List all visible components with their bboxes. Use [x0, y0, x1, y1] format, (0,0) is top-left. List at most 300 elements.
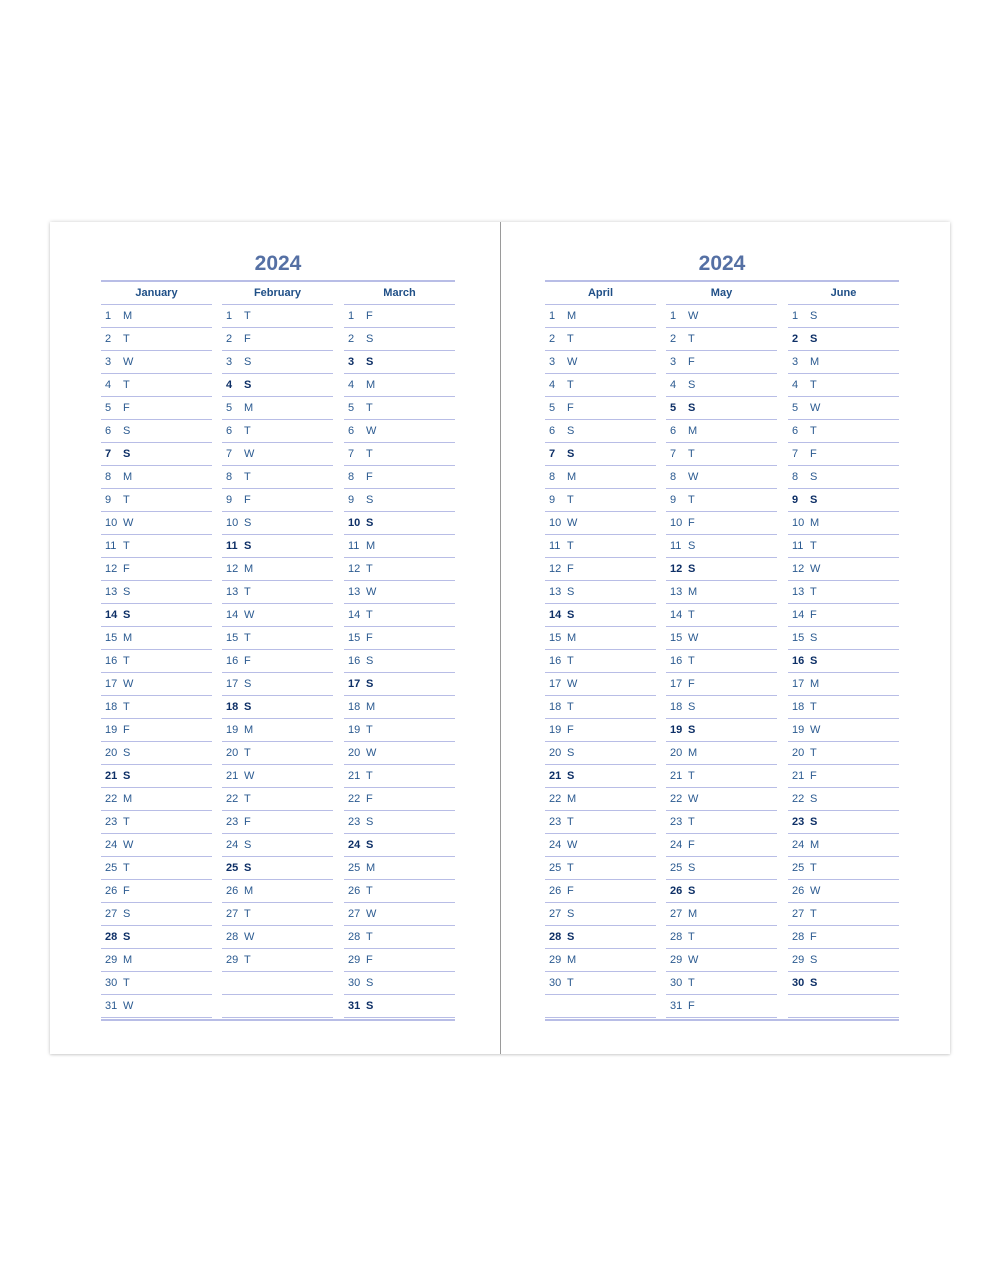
month-name: February — [222, 282, 333, 305]
day-number: 10 — [670, 517, 683, 529]
day-number: 23 — [670, 816, 683, 828]
day-of-week: T — [567, 333, 574, 345]
day-number: 27 — [348, 908, 361, 920]
day-row — [344, 535, 455, 558]
day-row — [101, 627, 212, 650]
bottom-rule — [101, 1019, 455, 1021]
day-row — [101, 328, 212, 351]
day-of-week: W — [366, 747, 377, 759]
day-number: 20 — [226, 747, 239, 759]
day-of-week: W — [567, 839, 578, 851]
day-row — [101, 696, 212, 719]
day-row — [344, 696, 455, 719]
day-number: 22 — [226, 793, 239, 805]
day-number: 12 — [348, 563, 361, 575]
day-number: 16 — [792, 655, 805, 667]
day-number: 30 — [348, 977, 361, 989]
day-of-week: W — [123, 1000, 134, 1012]
day-number: 15 — [348, 632, 361, 644]
day-row — [344, 558, 455, 581]
day-number: 24 — [792, 839, 805, 851]
day-number: 6 — [226, 425, 233, 437]
day-number: 16 — [226, 655, 239, 667]
day-of-week: T — [244, 908, 251, 920]
day-of-week: W — [366, 586, 377, 598]
day-of-week: T — [567, 701, 574, 713]
day-row — [788, 719, 899, 742]
day-of-week: T — [123, 379, 130, 391]
day-of-week: F — [366, 471, 373, 483]
day-of-week: S — [810, 954, 818, 966]
day-of-week: M — [244, 402, 254, 414]
day-of-week: M — [688, 908, 698, 920]
day-of-week: M — [123, 954, 133, 966]
day-number: 6 — [105, 425, 112, 437]
day-number: 2 — [105, 333, 112, 345]
day-of-week: S — [244, 517, 252, 529]
day-row — [222, 857, 333, 880]
empty-day-row — [222, 972, 333, 995]
day-of-week: T — [688, 770, 695, 782]
day-of-week: W — [244, 770, 255, 782]
day-number: 29 — [670, 954, 683, 966]
day-row — [344, 489, 455, 512]
day-of-week: F — [244, 655, 251, 667]
day-of-week: W — [810, 563, 821, 575]
day-row — [101, 995, 212, 1018]
day-row — [344, 581, 455, 604]
day-of-week: T — [810, 862, 817, 874]
day-of-week: F — [567, 563, 574, 575]
day-row — [222, 581, 333, 604]
day-number: 15 — [670, 632, 683, 644]
month-name: January — [101, 282, 212, 305]
day-number: 27 — [549, 908, 562, 920]
day-number: 4 — [792, 379, 799, 391]
day-of-week: T — [810, 908, 817, 920]
day-number: 15 — [792, 632, 805, 644]
day-of-week: W — [810, 885, 821, 897]
day-of-week: F — [366, 632, 373, 644]
day-number: 2 — [226, 333, 233, 345]
day-number: 15 — [226, 632, 239, 644]
day-number: 13 — [792, 586, 805, 598]
day-of-week: S — [123, 609, 131, 621]
day-number: 5 — [105, 402, 112, 414]
day-of-week: W — [366, 908, 377, 920]
day-of-week: S — [123, 586, 131, 598]
day-of-week: W — [688, 954, 699, 966]
day-row — [545, 328, 656, 351]
day-row — [545, 949, 656, 972]
day-row — [545, 535, 656, 558]
day-row — [101, 604, 212, 627]
day-row — [788, 489, 899, 512]
day-row — [666, 995, 777, 1018]
day-number: 28 — [226, 931, 239, 943]
day-row — [222, 443, 333, 466]
day-number: 16 — [348, 655, 361, 667]
day-of-week: M — [244, 885, 254, 897]
day-of-week: S — [244, 678, 252, 690]
day-number: 7 — [792, 448, 799, 460]
day-row — [666, 650, 777, 673]
day-of-week: S — [244, 839, 252, 851]
day-row — [788, 880, 899, 903]
day-of-week: S — [810, 632, 818, 644]
day-row — [545, 489, 656, 512]
day-number: 18 — [792, 701, 805, 713]
day-of-week: F — [366, 954, 373, 966]
day-row — [344, 995, 455, 1018]
day-of-week: F — [688, 517, 695, 529]
day-of-week: S — [366, 494, 374, 506]
day-row — [788, 926, 899, 949]
day-number: 8 — [226, 471, 233, 483]
day-row — [344, 466, 455, 489]
day-row — [101, 558, 212, 581]
day-number: 15 — [105, 632, 118, 644]
day-of-week: M — [123, 310, 133, 322]
day-of-week: T — [567, 816, 574, 828]
day-number: 29 — [105, 954, 118, 966]
day-number: 1 — [226, 310, 233, 322]
day-number: 20 — [670, 747, 683, 759]
day-row — [222, 926, 333, 949]
day-number: 29 — [226, 954, 239, 966]
day-row — [222, 880, 333, 903]
day-of-week: W — [366, 425, 377, 437]
day-number: 27 — [105, 908, 118, 920]
day-number: 1 — [792, 310, 799, 322]
day-of-week: T — [810, 586, 817, 598]
day-of-week: T — [123, 655, 130, 667]
day-number: 6 — [792, 425, 799, 437]
month-name: March — [344, 282, 455, 305]
day-row — [222, 328, 333, 351]
day-number: 14 — [670, 609, 683, 621]
day-number: 9 — [226, 494, 233, 506]
day-row — [545, 305, 656, 328]
day-number: 23 — [792, 816, 805, 828]
day-row — [545, 903, 656, 926]
day-number: 19 — [549, 724, 562, 736]
month-column-january — [101, 282, 212, 1018]
day-number: 24 — [105, 839, 118, 851]
day-of-week: W — [567, 356, 578, 368]
day-row — [101, 742, 212, 765]
day-row — [666, 788, 777, 811]
day-of-week: T — [244, 747, 251, 759]
day-number: 7 — [549, 448, 556, 460]
day-row — [545, 351, 656, 374]
day-row — [666, 489, 777, 512]
day-of-week: S — [123, 908, 131, 920]
day-of-week: M — [123, 471, 133, 483]
day-number: 18 — [105, 701, 118, 713]
day-number: 19 — [105, 724, 118, 736]
day-row — [788, 351, 899, 374]
day-number: 17 — [348, 678, 361, 690]
day-of-week: T — [244, 471, 251, 483]
day-of-week: F — [244, 494, 251, 506]
day-number: 11 — [792, 540, 804, 552]
day-of-week: S — [244, 862, 252, 874]
day-row — [788, 903, 899, 926]
day-row — [545, 972, 656, 995]
day-of-week: T — [123, 862, 130, 874]
day-row — [222, 719, 333, 742]
day-of-week: T — [123, 494, 130, 506]
day-row — [788, 305, 899, 328]
day-of-week: T — [123, 701, 130, 713]
day-row — [222, 351, 333, 374]
day-number: 28 — [348, 931, 361, 943]
day-row — [666, 443, 777, 466]
day-number: 24 — [549, 839, 562, 851]
day-of-week: S — [123, 425, 131, 437]
day-number: 10 — [105, 517, 118, 529]
day-of-week: W — [123, 356, 134, 368]
day-of-week: F — [123, 402, 130, 414]
day-row — [101, 926, 212, 949]
day-of-week: S — [366, 977, 374, 989]
day-of-week: T — [810, 540, 817, 552]
day-of-week: M — [688, 586, 698, 598]
right-page — [545, 222, 899, 1054]
month-column-april — [545, 282, 656, 1018]
day-number: 22 — [670, 793, 683, 805]
day-of-week: F — [810, 609, 817, 621]
day-row — [545, 627, 656, 650]
day-number: 13 — [549, 586, 562, 598]
day-row — [666, 374, 777, 397]
day-of-week: T — [810, 425, 817, 437]
day-of-week: S — [810, 816, 818, 828]
day-of-week: M — [366, 540, 376, 552]
day-number: 4 — [226, 379, 233, 391]
day-row — [545, 604, 656, 627]
day-number: 14 — [105, 609, 118, 621]
day-row — [788, 765, 899, 788]
day-of-week: F — [244, 816, 251, 828]
day-of-week: W — [567, 517, 578, 529]
day-row — [222, 374, 333, 397]
day-number: 18 — [226, 701, 239, 713]
day-row — [222, 305, 333, 328]
day-number: 1 — [348, 310, 355, 322]
day-row — [101, 374, 212, 397]
day-row — [788, 949, 899, 972]
day-row — [101, 420, 212, 443]
day-number: 12 — [105, 563, 118, 575]
day-row — [101, 903, 212, 926]
day-number: 18 — [348, 701, 361, 713]
day-row — [344, 880, 455, 903]
day-number: 10 — [348, 517, 361, 529]
day-of-week: W — [123, 517, 134, 529]
month-column-february — [222, 282, 333, 1018]
day-of-week: F — [810, 770, 817, 782]
day-number: 3 — [792, 356, 799, 368]
day-number: 2 — [549, 333, 556, 345]
day-of-week: M — [810, 517, 820, 529]
day-number: 4 — [348, 379, 355, 391]
day-number: 13 — [226, 586, 239, 598]
day-row — [101, 397, 212, 420]
day-number: 8 — [348, 471, 355, 483]
day-row — [222, 949, 333, 972]
day-row — [666, 880, 777, 903]
day-of-week: S — [688, 724, 696, 736]
day-number: 25 — [226, 862, 239, 874]
day-number: 14 — [549, 609, 562, 621]
day-of-week: T — [366, 402, 373, 414]
day-row — [101, 880, 212, 903]
day-of-week: S — [366, 655, 374, 667]
day-of-week: W — [244, 931, 255, 943]
day-of-week: S — [688, 885, 696, 897]
day-row — [788, 834, 899, 857]
day-number: 5 — [549, 402, 556, 414]
day-number: 26 — [670, 885, 683, 897]
day-number: 23 — [226, 816, 239, 828]
day-number: 20 — [792, 747, 805, 759]
day-row — [101, 489, 212, 512]
day-of-week: T — [688, 655, 695, 667]
day-of-week: M — [366, 701, 376, 713]
day-number: 3 — [549, 356, 556, 368]
day-number: 7 — [670, 448, 677, 460]
day-row — [666, 719, 777, 742]
day-of-week: T — [244, 793, 251, 805]
day-of-week: S — [810, 655, 818, 667]
day-number: 20 — [105, 747, 118, 759]
day-number: 28 — [549, 931, 562, 943]
day-row — [344, 719, 455, 742]
day-number: 14 — [348, 609, 361, 621]
day-of-week: T — [366, 724, 373, 736]
day-row — [344, 972, 455, 995]
day-of-week: T — [366, 770, 373, 782]
day-row — [666, 949, 777, 972]
day-number: 13 — [670, 586, 683, 598]
day-of-week: T — [123, 540, 130, 552]
day-of-week: T — [244, 632, 251, 644]
day-of-week: F — [123, 563, 130, 575]
day-of-week: T — [810, 379, 817, 391]
day-number: 28 — [105, 931, 118, 943]
day-row — [666, 604, 777, 627]
day-of-week: S — [688, 540, 696, 552]
day-number: 30 — [792, 977, 805, 989]
day-number: 10 — [226, 517, 239, 529]
day-row — [666, 926, 777, 949]
day-number: 7 — [348, 448, 355, 460]
day-row — [545, 443, 656, 466]
day-number: 3 — [670, 356, 677, 368]
day-of-week: S — [810, 310, 818, 322]
day-of-week: T — [244, 425, 251, 437]
day-row — [545, 834, 656, 857]
day-of-week: T — [244, 586, 251, 598]
day-row — [666, 673, 777, 696]
day-number: 5 — [348, 402, 355, 414]
day-row — [344, 811, 455, 834]
day-number: 5 — [670, 402, 677, 414]
day-of-week: F — [123, 885, 130, 897]
day-of-week: S — [688, 563, 696, 575]
day-of-week: M — [244, 724, 254, 736]
day-row — [666, 696, 777, 719]
day-row — [666, 328, 777, 351]
day-row — [101, 765, 212, 788]
day-row — [101, 650, 212, 673]
day-number: 27 — [670, 908, 683, 920]
day-number: 4 — [549, 379, 556, 391]
day-row — [666, 972, 777, 995]
day-number: 12 — [549, 563, 562, 575]
day-row — [788, 972, 899, 995]
day-of-week: F — [244, 333, 251, 345]
day-of-week: S — [810, 333, 818, 345]
day-number: 30 — [549, 977, 562, 989]
day-number: 30 — [670, 977, 683, 989]
day-of-week: S — [244, 701, 252, 713]
day-of-week: M — [688, 425, 698, 437]
day-of-week: W — [244, 448, 255, 460]
day-number: 15 — [549, 632, 562, 644]
day-row — [101, 581, 212, 604]
day-number: 26 — [226, 885, 239, 897]
day-of-week: S — [567, 747, 575, 759]
day-of-week: M — [567, 310, 577, 322]
day-row — [101, 857, 212, 880]
day-number: 11 — [348, 540, 360, 552]
day-number: 4 — [105, 379, 112, 391]
day-row — [666, 765, 777, 788]
day-number: 23 — [105, 816, 118, 828]
day-of-week: W — [688, 471, 699, 483]
day-number: 21 — [348, 770, 361, 782]
day-of-week: S — [567, 448, 575, 460]
day-of-week: M — [567, 632, 577, 644]
day-of-week: M — [123, 793, 133, 805]
day-row — [344, 765, 455, 788]
day-of-week: T — [244, 310, 251, 322]
day-number: 5 — [792, 402, 799, 414]
day-of-week: S — [567, 908, 575, 920]
day-number: 8 — [670, 471, 677, 483]
day-of-week: F — [688, 678, 695, 690]
day-row — [788, 811, 899, 834]
day-number: 24 — [226, 839, 239, 851]
day-row — [666, 834, 777, 857]
day-of-week: S — [810, 977, 818, 989]
day-number: 26 — [348, 885, 361, 897]
day-number: 7 — [105, 448, 112, 460]
day-row — [545, 466, 656, 489]
day-row — [788, 696, 899, 719]
day-number: 27 — [226, 908, 239, 920]
day-row — [222, 558, 333, 581]
day-number: 9 — [670, 494, 677, 506]
day-number: 1 — [670, 310, 677, 322]
day-number: 16 — [549, 655, 562, 667]
day-number: 21 — [792, 770, 805, 782]
day-number: 2 — [348, 333, 355, 345]
day-of-week: M — [810, 356, 820, 368]
